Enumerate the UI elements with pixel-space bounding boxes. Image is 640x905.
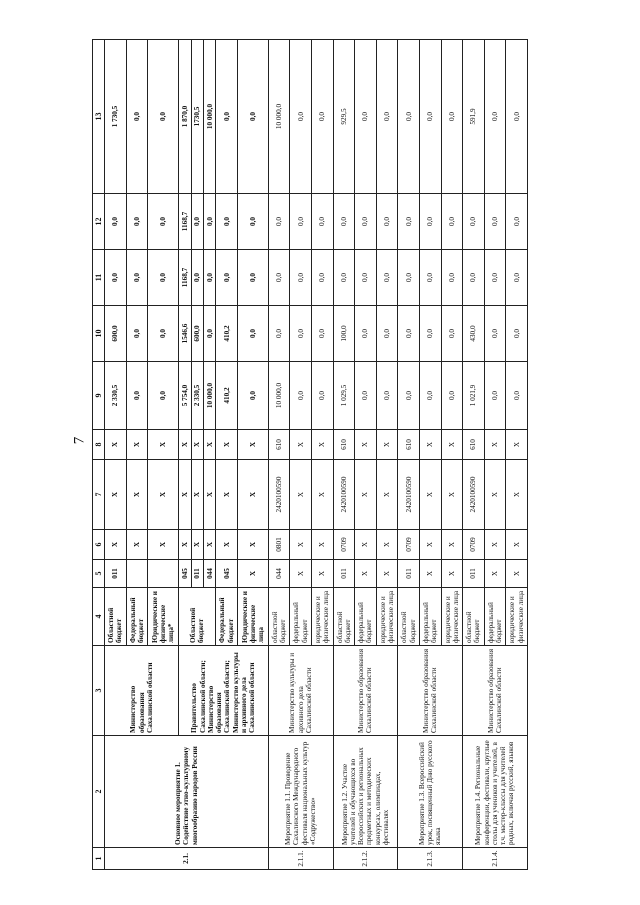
funding-source: юридические и физические лица — [376, 588, 398, 646]
total-value: 2 330,5 — [191, 362, 203, 430]
activity-name: Основное мероприятие 1. Содействие этно-культурному многообразию народов России — [105, 736, 269, 848]
expense-type-code: X — [179, 430, 191, 460]
year-value: 0,0 — [419, 194, 441, 250]
total-value: 10 000,0 — [268, 362, 290, 430]
section-code: X — [376, 530, 398, 560]
year-value: 591,9 — [463, 40, 485, 194]
row-number: 2.1. — [105, 848, 269, 870]
funding-source: Федеральный бюджет — [126, 588, 148, 646]
total-value: 0,0 — [398, 362, 420, 430]
expense-type-code: X — [204, 430, 216, 460]
year-value: 0,0 — [376, 306, 398, 362]
total-value: 0,0 — [355, 362, 377, 430]
section-code: X — [204, 530, 216, 560]
year-value: 0,0 — [148, 306, 179, 362]
row-number: 2.1.4. — [463, 848, 528, 870]
year-value: 0,0 — [398, 306, 420, 362]
responsible-executor: Правительство Сахалинской области; Министерство образования Сахалинской области; Министерство культуры и архивного дела Сахалинской области — [179, 646, 269, 736]
target-article-code: X — [105, 460, 127, 530]
year-value: 0,0 — [268, 194, 290, 250]
grbs-code: X — [376, 560, 398, 588]
row-number: 2.1.1. — [268, 848, 333, 870]
expense-type-code: 610 — [463, 430, 485, 460]
grbs-code: X — [311, 560, 333, 588]
section-code: X — [290, 530, 312, 560]
year-value: 0,0 — [441, 194, 463, 250]
year-value: 1168,7 — [179, 250, 191, 306]
year-value: 0,0 — [441, 306, 463, 362]
year-value: 0,0 — [311, 306, 333, 362]
section-code: X — [419, 530, 441, 560]
table-header-row — [93, 40, 105, 870]
total-value: 0,0 — [484, 362, 506, 430]
column-header-2: 2 — [93, 736, 105, 848]
grbs-code — [126, 560, 148, 588]
year-value: 0,0 — [398, 194, 420, 250]
total-value: 0,0 — [290, 362, 312, 430]
column-header-1: 1 — [93, 848, 105, 870]
column-header-5: 5 — [93, 560, 105, 588]
year-value: 0,0 — [126, 250, 148, 306]
year-value: 0,0 — [419, 40, 441, 194]
total-value: 0,0 — [419, 362, 441, 430]
year-value: 0,0 — [419, 250, 441, 306]
target-article-code: X — [148, 460, 179, 530]
total-value: 1 029,5 — [333, 362, 355, 430]
year-value: 10 000,0 — [268, 40, 290, 194]
total-value: 410,2 — [216, 362, 238, 430]
funding-source: областной бюджет — [333, 588, 355, 646]
section-code: X — [126, 530, 148, 560]
grbs-code: 011 — [333, 560, 355, 588]
funding-source: Областной бюджет — [105, 588, 127, 646]
activity-name: Мероприятие 1.4. Региональные конференции, фестивали, круглые столы для учеников и учителей, в т.ч. мастер-классы для учителей родных, включая русский, языков — [463, 736, 528, 848]
column-header-9: 9 — [93, 362, 105, 430]
grbs-code: X — [290, 560, 312, 588]
expense-type-code: X — [441, 430, 463, 460]
grbs-code: 011 — [191, 560, 203, 588]
year-value: 0,0 — [148, 194, 179, 250]
expense-type-code: X — [126, 430, 148, 460]
target-article-code: 2420100590 — [333, 460, 355, 530]
year-value: 0,0 — [506, 306, 528, 362]
year-value: 0,0 — [311, 250, 333, 306]
grbs-code: X — [506, 560, 528, 588]
column-header-7: 7 — [93, 460, 105, 530]
responsible-executor: Министерство культуры и архивного дела Сахалинской области — [268, 646, 333, 736]
activity-name: Мероприятие 1.3. Всероссийский урок, посвященный Дню русского языка — [398, 736, 463, 848]
year-value: 1 870,0 — [179, 40, 191, 194]
column-header-8: 8 — [93, 430, 105, 460]
year-value: 0,0 — [105, 194, 127, 250]
expense-type-code: X — [290, 430, 312, 460]
grbs-code: 044 — [204, 560, 216, 588]
year-value: 600,0 — [105, 306, 127, 362]
grbs-code: 045 — [216, 560, 238, 588]
year-value: 1546,6 — [179, 306, 191, 362]
funding-source: юридические и физические лица — [506, 588, 528, 646]
year-value: 0,0 — [376, 250, 398, 306]
funding-source: федеральный бюджет — [419, 588, 441, 646]
target-article-code: X — [191, 460, 203, 530]
year-value: 0,0 — [376, 40, 398, 194]
year-value: 0,0 — [204, 194, 216, 250]
year-value: 1168,7 — [179, 194, 191, 250]
column-header-13: 13 — [93, 40, 105, 194]
column-header-4: 4 — [93, 588, 105, 646]
funding-source: федеральный бюджет — [355, 588, 377, 646]
year-value: 0,0 — [238, 306, 269, 362]
funding-source: федеральный бюджет — [484, 588, 506, 646]
grbs-code: 045 — [179, 560, 191, 588]
funding-source: областной бюджет — [463, 588, 485, 646]
target-article-code: X — [179, 460, 191, 530]
year-value: 0,0 — [268, 250, 290, 306]
funding-source: областной бюджет — [268, 588, 290, 646]
expense-type-code: X — [148, 430, 179, 460]
table-row — [398, 40, 420, 870]
year-value: 1730,5 — [191, 40, 203, 194]
target-article-code: X — [419, 460, 441, 530]
year-value: 0,0 — [398, 250, 420, 306]
grbs-code: X — [238, 560, 269, 588]
year-value: 0,0 — [463, 250, 485, 306]
section-code: X — [216, 530, 238, 560]
target-article-code: X — [506, 460, 528, 530]
total-value: 0,0 — [376, 362, 398, 430]
target-article-code: X — [441, 460, 463, 530]
year-value: 0,0 — [376, 194, 398, 250]
target-article-code: 2420100590 — [268, 460, 290, 530]
column-header-3: 3 — [93, 646, 105, 736]
target-article-code: X — [376, 460, 398, 530]
year-value: 0,0 — [311, 40, 333, 194]
grbs-code: X — [484, 560, 506, 588]
table-row — [463, 40, 485, 870]
funding-source: Областной бюджет — [179, 588, 216, 646]
year-value: 0,0 — [204, 250, 216, 306]
section-code: 0801 — [268, 530, 290, 560]
year-value: 10 000,0 — [204, 40, 216, 194]
responsible-executor: Министерство образования Сахалинской области — [333, 646, 398, 736]
year-value: 0,0 — [126, 40, 148, 194]
activity-name: Мероприятие 1.2. Участие учителей и обучающихся во Всероссийских и региональных предметных и методических конкурсах, олимпиадах, фестивалях — [333, 736, 398, 848]
total-value: 2 330,5 — [105, 362, 127, 430]
column-header-6: 6 — [93, 530, 105, 560]
year-value: 0,0 — [290, 250, 312, 306]
funding-source: юридические и физические лица — [311, 588, 333, 646]
responsible-executor: Министерство образования Сахалинской области — [463, 646, 528, 736]
grbs-code: X — [441, 560, 463, 588]
year-value: 0,0 — [355, 250, 377, 306]
target-article-code: X — [484, 460, 506, 530]
section-code: X — [179, 530, 191, 560]
grbs-code: 011 — [398, 560, 420, 588]
total-value: 1 021,9 — [463, 362, 485, 430]
year-value: 0,0 — [484, 306, 506, 362]
grbs-code — [148, 560, 179, 588]
table-row — [105, 40, 127, 870]
section-code: 0709 — [398, 530, 420, 560]
funding-source: юридические и физические лица — [441, 588, 463, 646]
grbs-code: 011 — [463, 560, 485, 588]
section-code: X — [506, 530, 528, 560]
year-value: 0,0 — [290, 40, 312, 194]
year-value: 0,0 — [355, 306, 377, 362]
year-value: 430,0 — [463, 306, 485, 362]
year-value: 0,0 — [216, 250, 238, 306]
year-value: 0,0 — [290, 306, 312, 362]
year-value: 0,0 — [268, 306, 290, 362]
target-article-code: X — [126, 460, 148, 530]
year-value: 0,0 — [506, 194, 528, 250]
total-value: 0,0 — [126, 362, 148, 430]
year-value: 0,0 — [238, 194, 269, 250]
expense-type-code: X — [376, 430, 398, 460]
grbs-code: 011 — [105, 560, 127, 588]
target-article-code: X — [290, 460, 312, 530]
funding-source: федеральный бюджет — [290, 588, 312, 646]
row-number: 2.1.3. — [398, 848, 463, 870]
year-value: 0,0 — [238, 250, 269, 306]
page-number: 7 — [71, 436, 88, 445]
responsible-executor: Министерство образования Сахалинской области — [105, 646, 179, 736]
funding-source: Юридические и физические лица* — [148, 588, 179, 646]
expense-type-code: X — [355, 430, 377, 460]
section-code: X — [148, 530, 179, 560]
year-value: 0,0 — [191, 194, 203, 250]
year-value: 0,0 — [484, 40, 506, 194]
table-row — [333, 40, 355, 870]
section-code: X — [441, 530, 463, 560]
year-value: 929,5 — [333, 40, 355, 194]
program-funding-table — [92, 39, 528, 870]
section-code: X — [191, 530, 203, 560]
year-value: 0,0 — [311, 194, 333, 250]
year-value: 0,0 — [333, 250, 355, 306]
rotated-table-container — [92, 40, 528, 870]
column-header-11: 11 — [93, 250, 105, 306]
year-value: 0,0 — [506, 250, 528, 306]
target-article-code: X — [355, 460, 377, 530]
total-value: 0,0 — [311, 362, 333, 430]
year-value: 0,0 — [506, 40, 528, 194]
year-value: 0,0 — [355, 40, 377, 194]
expense-type-code: X — [419, 430, 441, 460]
expense-type-code: X — [506, 430, 528, 460]
section-code: 0709 — [463, 530, 485, 560]
year-value: 0,0 — [484, 194, 506, 250]
section-code: X — [484, 530, 506, 560]
target-article-code: X — [216, 460, 238, 530]
year-value: 0,0 — [441, 40, 463, 194]
grbs-code: X — [419, 560, 441, 588]
year-value: 100,0 — [333, 306, 355, 362]
funding-source: областной бюджет — [398, 588, 420, 646]
target-article-code: 2420100590 — [398, 460, 420, 530]
year-value: 1 730,5 — [105, 40, 127, 194]
expense-type-code: X — [216, 430, 238, 460]
funding-source: Федеральный бюджет — [216, 588, 238, 646]
section-code: X — [105, 530, 127, 560]
total-value: 0,0 — [238, 362, 269, 430]
section-code: X — [355, 530, 377, 560]
year-value: 0,0 — [148, 250, 179, 306]
column-header-10: 10 — [93, 306, 105, 362]
year-value: 410,2 — [216, 306, 238, 362]
year-value: 0,0 — [148, 40, 179, 194]
year-value: 600,0 — [191, 306, 203, 362]
year-value: 0,0 — [204, 306, 216, 362]
year-value: 0,0 — [126, 194, 148, 250]
total-value: 0,0 — [148, 362, 179, 430]
funding-source: Юридические и физические лица — [238, 588, 269, 646]
responsible-executor: Министерство образования Сахалинской области — [398, 646, 463, 736]
year-value: 0,0 — [126, 306, 148, 362]
table-row — [268, 40, 290, 870]
year-value: 0,0 — [398, 40, 420, 194]
expense-type-code: X — [484, 430, 506, 460]
expense-type-code: 610 — [398, 430, 420, 460]
expense-type-code: X — [105, 430, 127, 460]
year-value: 0,0 — [290, 194, 312, 250]
expense-type-code: X — [191, 430, 203, 460]
grbs-code: 044 — [268, 560, 290, 588]
target-article-code: X — [238, 460, 269, 530]
target-article-code: X — [311, 460, 333, 530]
expense-type-code: 610 — [333, 430, 355, 460]
target-article-code: X — [204, 460, 216, 530]
row-number: 2.1.2. — [333, 848, 398, 870]
section-code: X — [238, 530, 269, 560]
table-body — [105, 40, 528, 870]
activity-name: Мероприятие 1.1. Проведение Сахалинского Международного фестиваля национальных культур «Содружество» — [268, 736, 333, 848]
year-value: 0,0 — [105, 250, 127, 306]
year-value: 0,0 — [463, 194, 485, 250]
year-value: 0,0 — [216, 40, 238, 194]
year-value: 0,0 — [216, 194, 238, 250]
expense-type-code: 610 — [268, 430, 290, 460]
expense-type-code: X — [311, 430, 333, 460]
year-value: 0,0 — [238, 40, 269, 194]
expense-type-code: X — [238, 430, 269, 460]
total-value: 10 000,0 — [204, 362, 216, 430]
year-value: 0,0 — [484, 250, 506, 306]
year-value: 0,0 — [441, 250, 463, 306]
grbs-code: X — [355, 560, 377, 588]
section-code: X — [311, 530, 333, 560]
year-value: 0,0 — [333, 194, 355, 250]
year-value: 0,0 — [355, 194, 377, 250]
section-code: 0709 — [333, 530, 355, 560]
column-header-12: 12 — [93, 194, 105, 250]
total-value: 0,0 — [441, 362, 463, 430]
total-value: 5 754,0 — [179, 362, 191, 430]
year-value: 0,0 — [191, 250, 203, 306]
total-value: 0,0 — [506, 362, 528, 430]
target-article-code: 2420100590 — [463, 460, 485, 530]
year-value: 0,0 — [419, 306, 441, 362]
